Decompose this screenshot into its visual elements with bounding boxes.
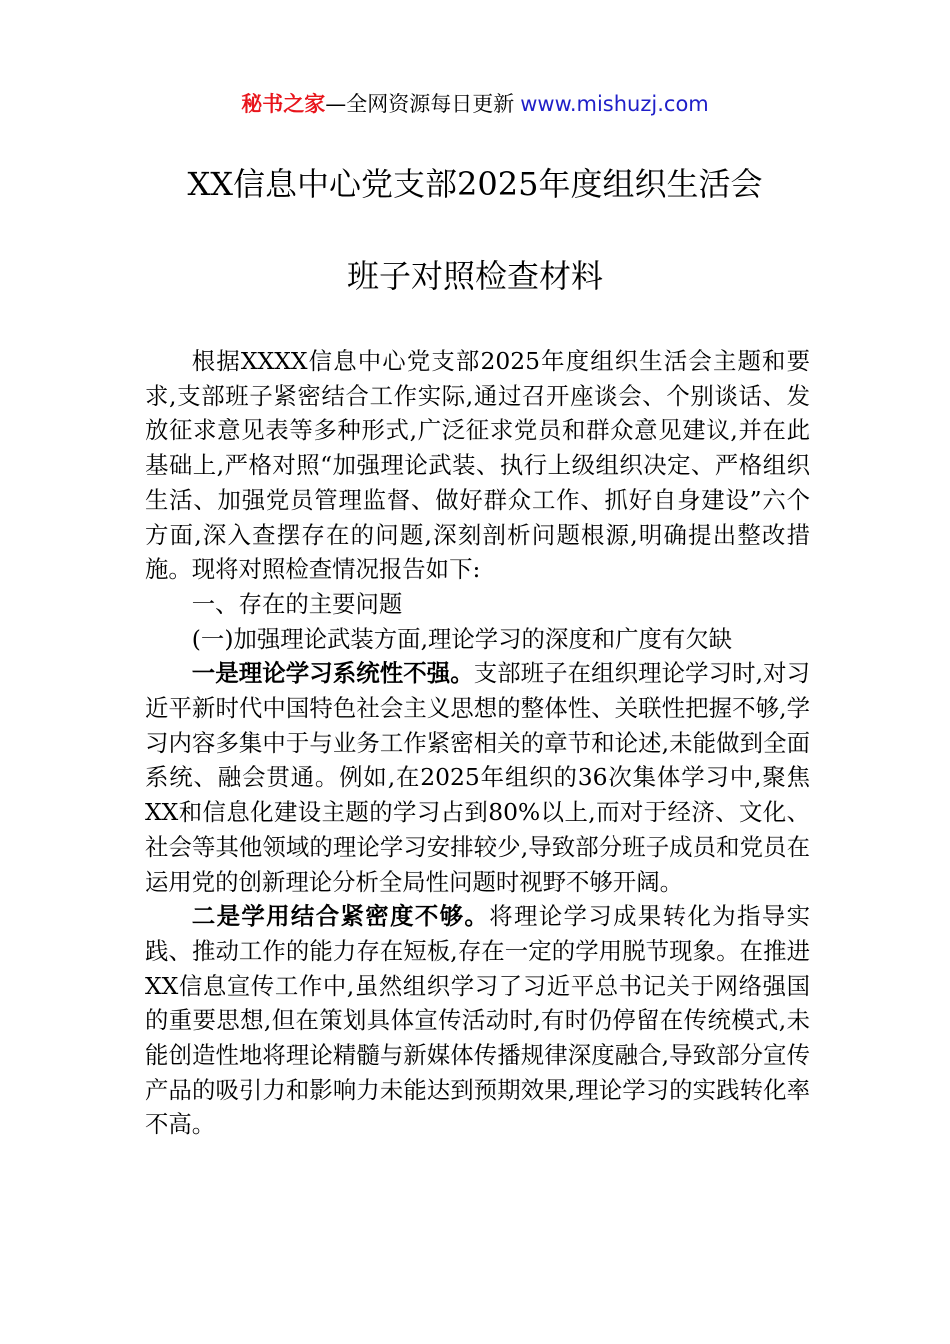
document-body [145, 344, 810, 1142]
document-title-line-1: XX信息中心党支部2025年度组织生活会 [187, 165, 763, 203]
subsection-heading: (一)加强理论武装方面,理论学习的深度和广度有欠缺 [191, 624, 733, 653]
brand-name: 秘书之家 [241, 92, 326, 116]
point-paragraph-1 [145, 656, 810, 899]
site-url-link[interactable]: www.mishuzj.com [520, 92, 709, 116]
point-2-lead: 二是学用结合紧密度不够。 [191, 902, 490, 931]
point-1-text: 支部班子在组织理论学习时,对习近平新时代中国特色社会主义思想的整体性、关联性把握不够,学习内容多集中于与业务工作紧密相关的章节和论述,未能做到全面系统、融会贯通。例如,在2025年组织的36次集体学习中,聚焦XX和信息化建设主题的学习占到80%以上,而对于经济、文化、社会等其他领域的理论学习安排较少,导致部分班子成员和党员在运用党的创新理论分析全局性问题时视野不够开阔。 [145, 659, 811, 896]
intro-paragraph: 根据XXXX信息中心党支部2025年度组织生活会主题和要求,支部班子紧密结合工作实际,通过召开座谈会、个别谈话、发放征求意见表等多种形式,广泛征求党员和群众意见建议,并在此基础上,严格对照“加强理论武装、执行上级组织决定、严格组织生活、加强党员管理监督、做好群众工作、抓好自身建设”六个方面,深入查摆存在的问题,深刻剖析问题根源,明确提出整改措施。现将对照检查情况报告如下: [145, 347, 810, 584]
header-tagline: —全网资源每日更新 [325, 92, 515, 116]
point-2-text: 将理论学习成果转化为指导实践、推动工作的能力存在短板,存在一定的学用脱节现象。在推进XX信息宣传工作中,虽然组织学习了习近平总书记关于网络强国的重要思想,但在策划具体宣传活动时,有时仍停留在传统模式,未能创造性地将理论精髓与新媒体传播规律深度融合,导致部分宣传产品的吸引力和影响力未能达到预期效果,理论学习的实践转化率不高。 [145, 902, 810, 1139]
document-title-line-2: 班子对照检查材料 [346, 257, 603, 295]
site-header [0, 88, 950, 120]
section-heading: 一、存在的主要问题 [191, 589, 403, 618]
point-paragraph-2 [145, 899, 810, 1142]
point-1-lead: 一是理论学习系统性不强。 [191, 659, 474, 688]
